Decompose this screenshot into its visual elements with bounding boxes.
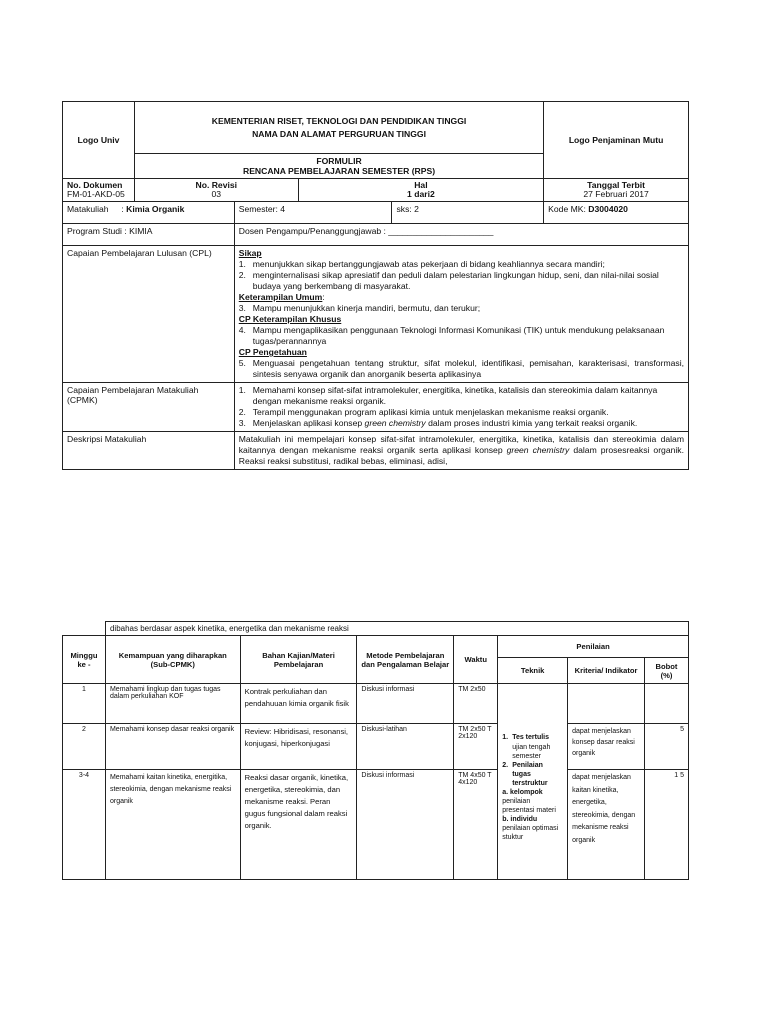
teknik-individu: individu: [510, 816, 538, 823]
institution-name: NAMA DAN ALAMAT PERGURUAN TINGGI: [252, 129, 427, 139]
course-label: Matakuliah: [67, 204, 109, 214]
lecturer-cell: [234, 224, 688, 246]
header-bahan: Bahan Kajian/Materi Pembelajaran: [240, 636, 357, 684]
row-bobot: [645, 684, 689, 724]
list-item: 1. Memahami konsep sifat-sifat intramolekuler, energitika, kinetika, katalisis dan stereokimia dalam kaitannya dengan mekanisme reaksi organik.: [238, 385, 658, 406]
row-waktu: TM 4x50 T 4x120: [454, 770, 498, 880]
page-cell: [298, 179, 544, 202]
sikap-list: [239, 259, 684, 292]
cpmk-content: [234, 383, 688, 432]
course-name: Kimia Organik: [126, 204, 185, 214]
row-bobot: 5: [645, 724, 689, 770]
list-item: 4. Mampu mengaplikasikan penggunaan Teknologi Informasi Komunikasi (TIK) untuk mendukung pelaksanaan tugas/perannannya: [238, 325, 665, 346]
logo-quality: Logo Penjaminan Mutu: [568, 135, 664, 145]
pengetahuan-title: CP Pengetahuan: [238, 347, 307, 357]
header-waktu: Waktu: [454, 636, 498, 684]
list-item: 5. Menguasai pengetahuan tentang struktur, sifat molekul, identifikasi, pemisahan, karakterisasi, transformasi, sintesis senyawa organik dan anorganik beserta aplikasinya: [238, 358, 684, 379]
teknik-kelompok: kelompok: [509, 789, 543, 796]
page-number: 1 dari2: [407, 189, 435, 199]
sikap-title: Sikap: [238, 248, 262, 258]
row-kriteria: dapat menjelaskan kaitan kinetika, energetika, stereokimia, dengan mekanisme reaksi organik: [568, 770, 645, 880]
course-code: D3004020: [588, 204, 628, 214]
form-title-cell: [134, 154, 543, 179]
row-minggu: 2: [63, 724, 106, 770]
teknik-kelompok-desc: penilaian presentasi materi: [502, 798, 556, 814]
header-teknik: Teknik: [498, 658, 568, 684]
cpmk-label-cell: [63, 383, 235, 432]
program-study: Program Studi : KIMIA: [67, 226, 153, 236]
deskripsi-label-cell: [63, 432, 235, 470]
cpl-label: Capaian Pembelajaran Lulusan (CPL): [67, 248, 212, 258]
deskripsi-text: Matakuliah ini mempelajari konsep sifat-sifat intramolekuler, energitika, kinetika, katalisis dan stereokimia dalam kaitannya dengan mekanisme reaksi organik serta aplikasi konsep: [238, 434, 684, 455]
issue-date: 27 Februari 2017: [583, 189, 649, 199]
semester: Semester: 4: [238, 204, 286, 214]
doc-no: FM-01-AKD-05: [67, 189, 125, 199]
teknik-tes-tertulis: Tes tertulis: [512, 734, 550, 741]
header-penilaian: Penilaian: [498, 636, 689, 658]
khusus-title: CP Keterampilan Khusus: [238, 314, 342, 324]
row-kriteria: dapat menjelaskan konsep dasar reaksi organik: [568, 724, 645, 770]
list-item: 3. Menjelaskan aplikasi konsep green chemistry dalam proses industri kimia yang terkait reaksi organik.: [238, 418, 638, 428]
row-bahan: Kontrak perkuliahan dan pendahuuan kimia organik fisik: [240, 684, 357, 724]
continuation-text-cell: [105, 622, 688, 636]
weekly-plan-table: [62, 621, 689, 880]
row-minggu: 3-4: [63, 770, 106, 880]
revision-cell: [134, 179, 298, 202]
sks-cell: [392, 202, 544, 224]
header-minggu: Minggu ke -: [63, 636, 106, 684]
deskripsi-label: Deskripsi Matakuliah: [67, 434, 147, 444]
row-kriteria: [568, 684, 645, 724]
row-kemampuan: Memahami konsep dasar reaksi organik: [105, 724, 240, 770]
list-item: 3. Mampu menunjukkan kinerja mandiri, bermutu, dan terukur;: [238, 303, 481, 313]
lecturer: Dosen Pengampu/Penanggungjawab : ______________________: [238, 226, 494, 236]
cpl-label-cell: [63, 246, 235, 383]
header-kriteria: Kriteria/ Indikator: [568, 658, 645, 684]
table-row: [63, 724, 689, 770]
cpmk-label: Capaian Pembelajaran Matakuliah (CPMK): [67, 385, 199, 405]
revision-number: 03: [211, 189, 222, 199]
row-kemampuan: Memahami kaitan kinetika, energitika, stereokimia, dengan mekanisme reaksi organik: [105, 770, 240, 880]
row-metode: Diskusi informasi: [357, 684, 454, 724]
ministry-name: KEMENTERIAN RISET, TEKNOLOGI DAN PENDIDIKAN TINGGI: [211, 116, 467, 126]
course-name-cell: [63, 202, 235, 224]
doc-no-label: No. Dokumen: [67, 180, 123, 190]
pengetahuan-list: [239, 358, 684, 380]
row-teknik: 1. Tes tertulis ujian tengah semester 2. Penilaian tugas terstruktur a. kelompok penilaian presentasi materi b. individu penilaian optimasi stuktur: [498, 684, 568, 880]
header-kemampuan: Kemampuan yang diharapkan (Sub-CPMK): [105, 636, 240, 684]
date-label: Tanggal Terbit: [587, 180, 646, 190]
table-row: [63, 684, 689, 724]
umum-list: [239, 303, 684, 314]
logo-univ: Logo Univ: [77, 135, 120, 145]
page-label: Hal: [414, 180, 428, 190]
row-minggu: 1: [63, 684, 106, 724]
teknik-tugas: Penilaian tugas terstruktur: [512, 762, 548, 787]
rps-header-table: [62, 101, 689, 470]
continuation-text: dibahas berdasar aspek kinetika, energetika dan mekanisme reaksi: [109, 624, 349, 633]
header-bobot: Bobot (%): [645, 658, 689, 684]
cpmk-list: [239, 385, 684, 429]
row-metode: Diskusi-latihan: [357, 724, 454, 770]
doc-no-cell: [63, 179, 135, 202]
row-kemampuan: Memahami lingkup dan tugas tugas dalam perkuliahan KOF: [105, 684, 240, 724]
course-code-cell: [544, 202, 689, 224]
logo-quality-cell: [544, 102, 689, 179]
logo-univ-cell: [63, 102, 135, 179]
semester-cell: [234, 202, 392, 224]
umum-title: Keterampilan Umum: [238, 292, 323, 302]
list-item: 2. Terampil menggunakan program aplikasi kimia untuk menjelaskan mekanisme reaksi organik.: [238, 407, 609, 417]
course-separator: :: [121, 204, 124, 214]
sks: sks: 2: [396, 204, 419, 214]
list-item: 2. menginternalisasi sikap apresiatif dan peduli dalam pelestarian lingkungan hidup, seni, dan nilai-nilai sosial budaya yang berkembang di masyarakat.: [238, 270, 659, 291]
list-item: 1. menunjukkan sikap bertanggungjawab atas pekerjaan di bidang keahliannya secara mandiri;: [238, 259, 605, 269]
row-waktu: TM 2x50 T 2x120: [454, 724, 498, 770]
date-cell: [544, 179, 689, 202]
course-code-label: Kode MK:: [548, 204, 586, 214]
row-bahan: Reaksi dasar organik, kinetika, energetika, stereokimia, dan mekanisme reaksi. Peran gugus fungsional dalam reaksi organik.: [240, 770, 357, 880]
cpl-content: Sikap 1. menunjukkan sikap bertanggungjawab atas pekerjaan di bidang keahliannya secara mandiri; 2. menginternalisasi sikap apresiatif dan peduli dalam pelestarian lingkungan hidup, seni, dan nilai-nilai sosial budaya yang berkembang di masyarakat. Keterampilan Umum: 3. Mampu menunjukkan kinerja mandiri, bermutu, dan terukur; CP Keterampilan Khusus 4. Mampu mengaplikasikan penggunaan Teknologi Informasi Komunikasi (TIK) untuk mendukung pelaksanaan tugas/perannannya CP Pengetahuan 5. Menguasai pengetahuan tentang struktur, sifat molekul, identifikasi, pemisahan, karakterisasi, transformasi, sintesis senyawa organik dan anorganik beserta aplikasinya: [234, 246, 688, 383]
form-title: RENCANA PEMBELAJARAN SEMESTER (RPS): [242, 166, 436, 176]
row-metode: Diskusi informasi: [357, 770, 454, 880]
program-cell: [63, 224, 235, 246]
institution-cell: [134, 102, 543, 154]
table-row: [63, 770, 689, 880]
deskripsi-text-end: dalam prosesreaksi organik. Reaksi reaksi substitusi, radikal bebas, eliminasi, adisi,: [238, 445, 684, 466]
teknik-tes-desc: ujian tengah semester: [512, 744, 551, 760]
header-metode: Metode Pembelajaran dan Pengalaman Belajar: [357, 636, 454, 684]
deskripsi-content: [234, 432, 688, 470]
khusus-list: [239, 325, 684, 347]
revision-label: No. Revisi: [195, 180, 238, 190]
formulir-label: FORMULIR: [316, 156, 362, 166]
teknik-individu-desc: penilaian optimasi stuktur: [502, 825, 559, 841]
row-bobot: 1 5: [645, 770, 689, 880]
deskripsi-italic: green chemistry: [506, 445, 570, 455]
row-waktu: TM 2x50: [454, 684, 498, 724]
row-bahan: Review: Hibridisasi, resonansi, konjugasi, hiperkonjugasi: [240, 724, 357, 770]
